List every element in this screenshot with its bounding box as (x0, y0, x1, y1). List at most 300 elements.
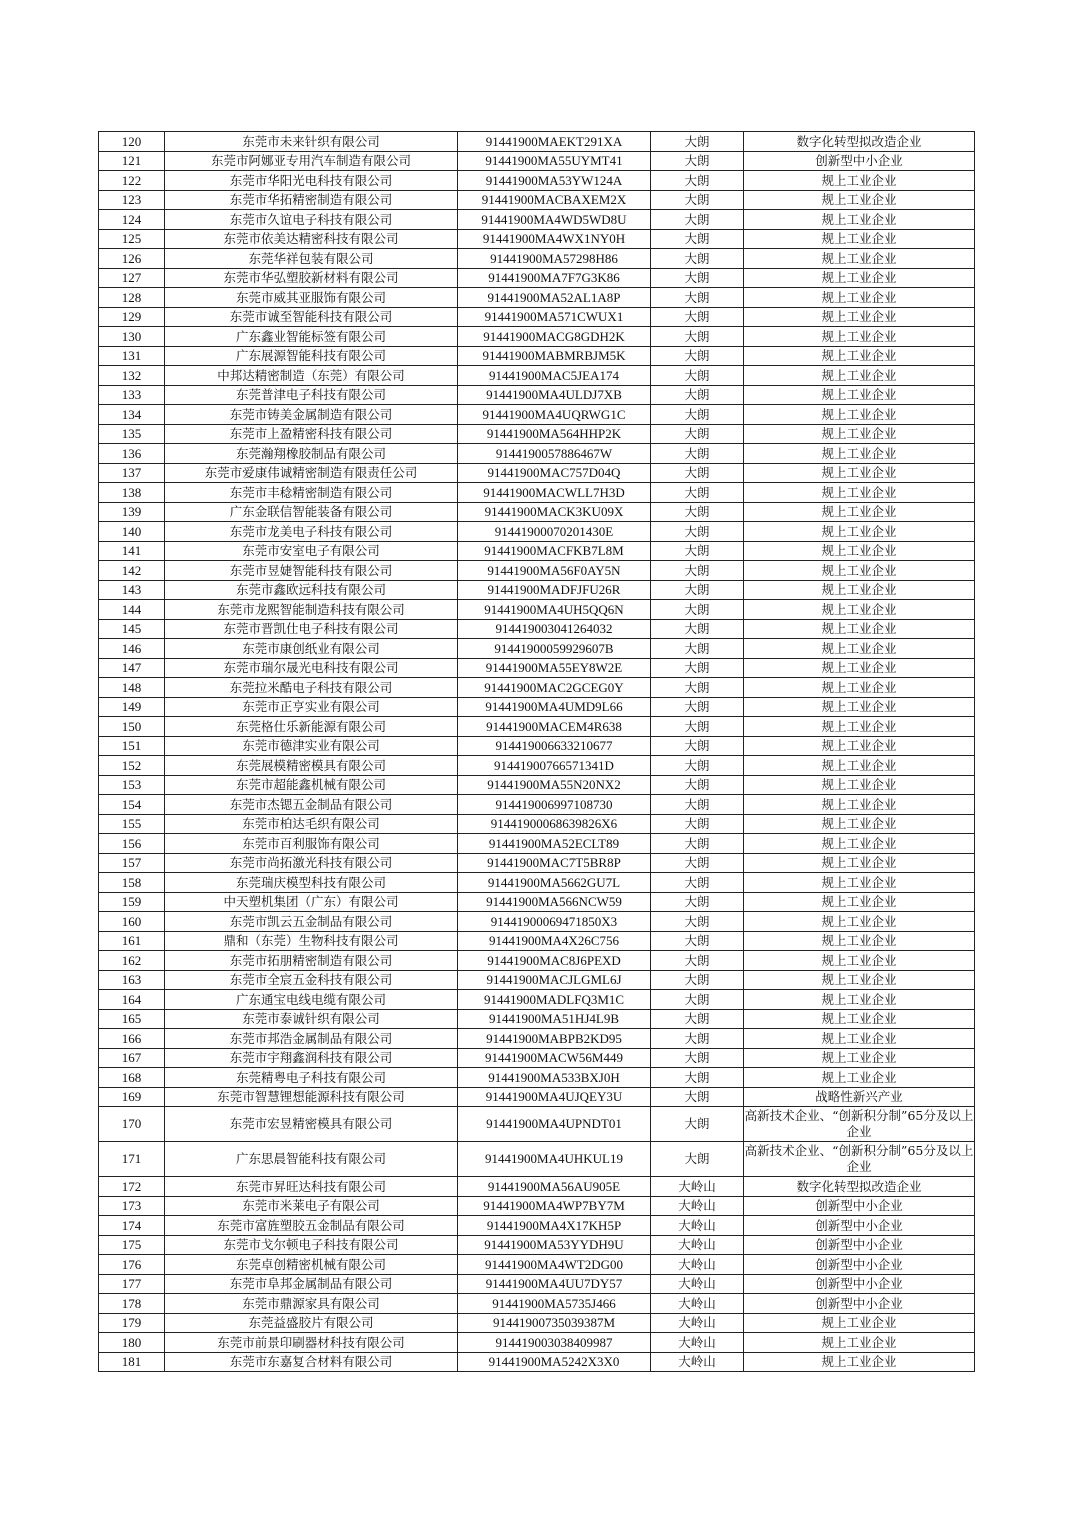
category-cell: 规上工业企业 (744, 834, 975, 854)
credit-code-cell: 91441900MA5735J466 (458, 1294, 651, 1314)
table-row (99, 639, 975, 659)
town-cell: 大朗 (651, 717, 744, 737)
category-cell: 规上工业企业 (744, 327, 975, 347)
category-cell: 规上工业企业 (744, 951, 975, 971)
credit-code-cell: 91441900MA57298H86 (458, 249, 651, 269)
company-name-cell: 东莞市华拓精密制造有限公司 (165, 190, 458, 210)
serial-number-cell: 158 (99, 873, 165, 893)
town-cell: 大朗 (651, 600, 744, 620)
credit-code-cell: 91441900MAC757D04Q (458, 463, 651, 483)
category-cell: 创新型中小企业 (744, 1235, 975, 1255)
town-cell: 大朗 (651, 268, 744, 288)
category-cell: 规上工业企业 (744, 210, 975, 230)
town-cell: 大朗 (651, 151, 744, 171)
category-cell: 规上工业企业 (744, 639, 975, 659)
table-row (99, 951, 975, 971)
table-row (99, 1294, 975, 1314)
serial-number-cell: 122 (99, 171, 165, 191)
credit-code-cell: 91441900MA5242X3X0 (458, 1352, 651, 1372)
town-cell: 大朗 (651, 210, 744, 230)
category-cell: 规上工业企业 (744, 600, 975, 620)
credit-code-cell: 914419003038409987 (458, 1333, 651, 1353)
category-cell: 规上工业企业 (744, 990, 975, 1010)
town-cell: 大岭山 (651, 1313, 744, 1333)
category-cell: 战略性新兴产业 (744, 1087, 975, 1107)
serial-number-cell: 130 (99, 327, 165, 347)
serial-number-cell: 175 (99, 1235, 165, 1255)
town-cell: 大朗 (651, 834, 744, 854)
table-row (99, 210, 975, 230)
table-row (99, 1009, 975, 1029)
town-cell: 大朗 (651, 307, 744, 327)
category-cell: 规上工业企业 (744, 190, 975, 210)
serial-number-cell: 174 (99, 1216, 165, 1236)
company-name-cell: 东莞市瑞尔晟光电科技有限公司 (165, 658, 458, 678)
credit-code-cell: 91441900MAEKT291XA (458, 132, 651, 152)
town-cell: 大朗 (651, 366, 744, 386)
company-name-cell: 东莞市阜邦金属制品有限公司 (165, 1274, 458, 1294)
town-cell: 大朗 (651, 873, 744, 893)
table-row (99, 912, 975, 932)
company-name-cell: 东莞市超能鑫机械有限公司 (165, 775, 458, 795)
company-name-cell: 东莞市百利服饰有限公司 (165, 834, 458, 854)
enterprise-table (98, 131, 975, 1372)
company-name-cell: 东莞市未来针织有限公司 (165, 132, 458, 152)
serial-number-cell: 140 (99, 522, 165, 542)
company-name-cell: 东莞市阿娜亚专用汽车制造有限公司 (165, 151, 458, 171)
credit-code-cell: 91441900MA52ECLT89 (458, 834, 651, 854)
town-cell: 大岭山 (651, 1177, 744, 1197)
town-cell: 大朗 (651, 814, 744, 834)
company-name-cell: 东莞市尚拓激光科技有限公司 (165, 853, 458, 873)
town-cell: 大朗 (651, 1142, 744, 1177)
company-name-cell: 东莞华祥包装有限公司 (165, 249, 458, 269)
credit-code-cell: 91441900MA55EY8W2E (458, 658, 651, 678)
table-row (99, 600, 975, 620)
credit-code-cell: 91441900MA4X26C756 (458, 931, 651, 951)
company-name-cell: 东莞市正亨实业有限公司 (165, 697, 458, 717)
credit-code-cell: 91441900070201430E (458, 522, 651, 542)
category-cell: 规上工业企业 (744, 405, 975, 425)
table-row (99, 970, 975, 990)
company-name-cell: 东莞精粤电子科技有限公司 (165, 1068, 458, 1088)
category-cell: 规上工业企业 (744, 346, 975, 366)
credit-code-cell: 91441900MA53YYDH9U (458, 1235, 651, 1255)
company-name-cell: 东莞市邦浩金属制品有限公司 (165, 1029, 458, 1049)
credit-code-cell: 91441900MA56F0AY5N (458, 561, 651, 581)
company-name-cell: 东莞市鼎源家具有限公司 (165, 1294, 458, 1314)
company-name-cell: 东莞卓创精密机械有限公司 (165, 1255, 458, 1275)
town-cell: 大岭山 (651, 1294, 744, 1314)
company-name-cell: 东莞市鑫欧远科技有限公司 (165, 580, 458, 600)
town-cell: 大朗 (651, 288, 744, 308)
credit-code-cell: 91441900MA53YW124A (458, 171, 651, 191)
table-row (99, 1048, 975, 1068)
town-cell: 大朗 (651, 483, 744, 503)
enterprise-table-body (99, 132, 975, 1372)
town-cell: 大朗 (651, 931, 744, 951)
company-name-cell: 东莞市久谊电子科技有限公司 (165, 210, 458, 230)
serial-number-cell: 178 (99, 1294, 165, 1314)
company-name-cell: 东莞市泰诚针织有限公司 (165, 1009, 458, 1029)
town-cell: 大朗 (651, 541, 744, 561)
company-name-cell: 东莞市拓朋精密制造有限公司 (165, 951, 458, 971)
serial-number-cell: 157 (99, 853, 165, 873)
credit-code-cell: 91441900MA52AL1A8P (458, 288, 651, 308)
category-cell: 规上工业企业 (744, 249, 975, 269)
credit-code-cell: 91441900MACEM4R638 (458, 717, 651, 737)
serial-number-cell: 170 (99, 1107, 165, 1142)
category-cell: 规上工业企业 (744, 268, 975, 288)
table-row (99, 834, 975, 854)
category-cell: 规上工业企业 (744, 814, 975, 834)
serial-number-cell: 137 (99, 463, 165, 483)
town-cell: 大朗 (651, 639, 744, 659)
serial-number-cell: 162 (99, 951, 165, 971)
serial-number-cell: 152 (99, 756, 165, 776)
company-name-cell: 中天塑机集团（广东）有限公司 (165, 892, 458, 912)
category-cell: 规上工业企业 (744, 736, 975, 756)
category-cell: 规上工业企业 (744, 1333, 975, 1353)
credit-code-cell: 91441900059929607B (458, 639, 651, 659)
table-row (99, 873, 975, 893)
table-row (99, 268, 975, 288)
company-name-cell: 东莞市凯云五金制品有限公司 (165, 912, 458, 932)
credit-code-cell: 91441900MAC7T5BR8P (458, 853, 651, 873)
serial-number-cell: 135 (99, 424, 165, 444)
category-cell: 规上工业企业 (744, 522, 975, 542)
category-cell: 规上工业企业 (744, 463, 975, 483)
company-name-cell: 东莞瑞庆模型科技有限公司 (165, 873, 458, 893)
credit-code-cell: 91441900MA51HJ4L9B (458, 1009, 651, 1029)
town-cell: 大朗 (651, 697, 744, 717)
town-cell: 大朗 (651, 424, 744, 444)
table-row (99, 1196, 975, 1216)
town-cell: 大朗 (651, 1029, 744, 1049)
serial-number-cell: 179 (99, 1313, 165, 1333)
serial-number-cell: 133 (99, 385, 165, 405)
serial-number-cell: 160 (99, 912, 165, 932)
table-row (99, 658, 975, 678)
category-cell: 规上工业企业 (744, 970, 975, 990)
town-cell: 大朗 (651, 1068, 744, 1088)
table-row (99, 1029, 975, 1049)
serial-number-cell: 166 (99, 1029, 165, 1049)
table-row (99, 483, 975, 503)
company-name-cell: 东莞市宇翔鑫润科技有限公司 (165, 1048, 458, 1068)
credit-code-cell: 91441900MA4UMD9L66 (458, 697, 651, 717)
serial-number-cell: 156 (99, 834, 165, 854)
credit-code-cell: 91441900MA4UJQEY3U (458, 1087, 651, 1107)
serial-number-cell: 136 (99, 444, 165, 464)
serial-number-cell: 121 (99, 151, 165, 171)
company-name-cell: 东莞市康创纸业有限公司 (165, 639, 458, 659)
serial-number-cell: 146 (99, 639, 165, 659)
company-name-cell: 东莞普津电子科技有限公司 (165, 385, 458, 405)
category-cell: 规上工业企业 (744, 912, 975, 932)
serial-number-cell: 177 (99, 1274, 165, 1294)
serial-number-cell: 123 (99, 190, 165, 210)
serial-number-cell: 169 (99, 1087, 165, 1107)
category-cell: 规上工业企业 (744, 717, 975, 737)
serial-number-cell: 153 (99, 775, 165, 795)
town-cell: 大朗 (651, 385, 744, 405)
table-row (99, 619, 975, 639)
table-row (99, 1177, 975, 1197)
table-row (99, 502, 975, 522)
town-cell: 大岭山 (651, 1255, 744, 1275)
credit-code-cell: 91441900735039387M (458, 1313, 651, 1333)
credit-code-cell: 91441900MACJLGML6J (458, 970, 651, 990)
table-row (99, 1333, 975, 1353)
table-row (99, 736, 975, 756)
serial-number-cell: 165 (99, 1009, 165, 1029)
table-row (99, 132, 975, 152)
credit-code-cell: 91441900766571341D (458, 756, 651, 776)
table-row (99, 756, 975, 776)
table-row (99, 307, 975, 327)
serial-number-cell: 168 (99, 1068, 165, 1088)
town-cell: 大朗 (651, 229, 744, 249)
credit-code-cell: 914419003041264032 (458, 619, 651, 639)
credit-code-cell: 91441900MA4WP7BY7M (458, 1196, 651, 1216)
serial-number-cell: 129 (99, 307, 165, 327)
table-row (99, 1352, 975, 1372)
company-name-cell: 东莞市德津实业有限公司 (165, 736, 458, 756)
table-row (99, 678, 975, 698)
company-name-cell: 东莞市晋凯仕电子科技有限公司 (165, 619, 458, 639)
category-cell: 规上工业企业 (744, 1029, 975, 1049)
table-row (99, 171, 975, 191)
company-name-cell: 东莞市依美达精密科技有限公司 (165, 229, 458, 249)
category-cell: 数字化转型拟改造企业 (744, 132, 975, 152)
town-cell: 大朗 (651, 171, 744, 191)
table-row (99, 931, 975, 951)
category-cell: 规上工业企业 (744, 853, 975, 873)
credit-code-cell: 91441900MA4UU7DY57 (458, 1274, 651, 1294)
company-name-cell: 东莞益盛胶片有限公司 (165, 1313, 458, 1333)
credit-code-cell: 91441900MA533BXJ0H (458, 1068, 651, 1088)
credit-code-cell: 91441900MA4X17KH5P (458, 1216, 651, 1236)
town-cell: 大朗 (651, 1048, 744, 1068)
town-cell: 大朗 (651, 658, 744, 678)
town-cell: 大岭山 (651, 1333, 744, 1353)
credit-code-cell: 91441900MA55UYMT41 (458, 151, 651, 171)
serial-number-cell: 144 (99, 600, 165, 620)
company-name-cell: 广东金联信智能装备有限公司 (165, 502, 458, 522)
company-name-cell: 东莞市丰稔精密制造有限公司 (165, 483, 458, 503)
company-name-cell: 东莞市铸美金属制造有限公司 (165, 405, 458, 425)
company-name-cell: 东莞市爱康伟诚精密制造有限责任公司 (165, 463, 458, 483)
company-name-cell: 东莞市柏达毛织有限公司 (165, 814, 458, 834)
credit-code-cell: 91441900MA564HHP2K (458, 424, 651, 444)
category-cell: 规上工业企业 (744, 502, 975, 522)
category-cell: 创新型中小企业 (744, 1216, 975, 1236)
table-row (99, 892, 975, 912)
category-cell: 规上工业企业 (744, 795, 975, 815)
company-name-cell: 东莞市杰锶五金制品有限公司 (165, 795, 458, 815)
serial-number-cell: 142 (99, 561, 165, 581)
town-cell: 大朗 (651, 892, 744, 912)
town-cell: 大朗 (651, 522, 744, 542)
table-row (99, 1255, 975, 1275)
credit-code-cell: 91441900MA4UH5QQ6N (458, 600, 651, 620)
company-name-cell: 东莞市华阳光电科技有限公司 (165, 171, 458, 191)
table-row (99, 346, 975, 366)
serial-number-cell: 161 (99, 931, 165, 951)
credit-code-cell: 91441900MACK3KU09X (458, 502, 651, 522)
category-cell: 数字化转型拟改造企业 (744, 1177, 975, 1197)
credit-code-cell: 91441900MACWLL7H3D (458, 483, 651, 503)
company-name-cell: 东莞市上盈精密科技有限公司 (165, 424, 458, 444)
company-name-cell: 东莞市智慧锂想能源科技有限公司 (165, 1087, 458, 1107)
category-cell: 规上工业企业 (744, 541, 975, 561)
table-row (99, 424, 975, 444)
credit-code-cell: 9144190057886467W (458, 444, 651, 464)
town-cell: 大朗 (651, 736, 744, 756)
company-name-cell: 东莞拉米酷电子科技有限公司 (165, 678, 458, 698)
town-cell: 大朗 (651, 1107, 744, 1142)
serial-number-cell: 149 (99, 697, 165, 717)
town-cell: 大岭山 (651, 1274, 744, 1294)
credit-code-cell: 91441900MA4WX1NY0H (458, 229, 651, 249)
table-row (99, 288, 975, 308)
serial-number-cell: 163 (99, 970, 165, 990)
category-cell: 规上工业企业 (744, 756, 975, 776)
table-row (99, 1107, 975, 1142)
credit-code-cell: 91441900MABMRBJM5K (458, 346, 651, 366)
table-row (99, 522, 975, 542)
credit-code-cell: 91441900MABPB2KD95 (458, 1029, 651, 1049)
serial-number-cell: 173 (99, 1196, 165, 1216)
credit-code-cell: 91441900MADFJFU26R (458, 580, 651, 600)
category-cell: 创新型中小企业 (744, 1274, 975, 1294)
category-cell: 规上工业企业 (744, 1068, 975, 1088)
serial-number-cell: 151 (99, 736, 165, 756)
table-row (99, 385, 975, 405)
category-cell: 规上工业企业 (744, 561, 975, 581)
credit-code-cell: 91441900MACBAXEM2X (458, 190, 651, 210)
table-row (99, 541, 975, 561)
town-cell: 大朗 (651, 853, 744, 873)
company-name-cell: 东莞市宏昱精密模具有限公司 (165, 1107, 458, 1142)
town-cell: 大岭山 (651, 1352, 744, 1372)
category-cell: 规上工业企业 (744, 697, 975, 717)
company-name-cell: 东莞市昱婕智能科技有限公司 (165, 561, 458, 581)
company-name-cell: 广东通宝电线电缆有限公司 (165, 990, 458, 1010)
category-cell: 规上工业企业 (744, 385, 975, 405)
table-row (99, 561, 975, 581)
town-cell: 大朗 (651, 249, 744, 269)
town-cell: 大朗 (651, 990, 744, 1010)
table-row (99, 1068, 975, 1088)
serial-number-cell: 143 (99, 580, 165, 600)
town-cell: 大朗 (651, 444, 744, 464)
table-row (99, 853, 975, 873)
table-row (99, 775, 975, 795)
table-row (99, 580, 975, 600)
credit-code-cell: 91441900MA56AU905E (458, 1177, 651, 1197)
category-cell: 规上工业企业 (744, 892, 975, 912)
serial-number-cell: 138 (99, 483, 165, 503)
company-name-cell: 东莞市富旌塑胶五金制品有限公司 (165, 1216, 458, 1236)
credit-code-cell: 91441900MA4ULDJ7XB (458, 385, 651, 405)
table-row (99, 1313, 975, 1333)
company-name-cell: 东莞市龙熙智能制造科技有限公司 (165, 600, 458, 620)
table-row (99, 327, 975, 347)
town-cell: 大朗 (651, 756, 744, 776)
serial-number-cell: 126 (99, 249, 165, 269)
category-cell: 规上工业企业 (744, 424, 975, 444)
town-cell: 大朗 (651, 327, 744, 347)
town-cell: 大朗 (651, 502, 744, 522)
table-row (99, 1142, 975, 1177)
category-cell: 规上工业企业 (744, 444, 975, 464)
table-row (99, 405, 975, 425)
credit-code-cell: 91441900MAC2GCEG0Y (458, 678, 651, 698)
town-cell: 大朗 (651, 970, 744, 990)
table-row (99, 229, 975, 249)
town-cell: 大岭山 (651, 1216, 744, 1236)
company-name-cell: 东莞市全宸五金科技有限公司 (165, 970, 458, 990)
credit-code-cell: 91441900MA4UPNDT01 (458, 1107, 651, 1142)
credit-code-cell: 91441900MA7F7G3K86 (458, 268, 651, 288)
table-row (99, 1216, 975, 1236)
category-cell: 规上工业企业 (744, 678, 975, 698)
table-row (99, 1235, 975, 1255)
category-cell: 规上工业企业 (744, 873, 975, 893)
credit-code-cell: 91441900MACW56M449 (458, 1048, 651, 1068)
category-cell: 规上工业企业 (744, 288, 975, 308)
credit-code-cell: 914419006997108730 (458, 795, 651, 815)
credit-code-cell: 91441900MA566NCW59 (458, 892, 651, 912)
credit-code-cell: 91441900MA4WT2DG00 (458, 1255, 651, 1275)
serial-number-cell: 164 (99, 990, 165, 1010)
serial-number-cell: 159 (99, 892, 165, 912)
table-row (99, 697, 975, 717)
serial-number-cell: 147 (99, 658, 165, 678)
credit-code-cell: 91441900MACFKB7L8M (458, 541, 651, 561)
table-row (99, 990, 975, 1010)
table-row (99, 795, 975, 815)
credit-code-cell: 91441900MAC5JEA174 (458, 366, 651, 386)
credit-code-cell: 91441900MACG8GDH2K (458, 327, 651, 347)
credit-code-cell: 914419006633210677 (458, 736, 651, 756)
table-row (99, 151, 975, 171)
credit-code-cell: 91441900MAC8J6PEXD (458, 951, 651, 971)
category-cell: 规上工业企业 (744, 171, 975, 191)
category-cell: 规上工业企业 (744, 658, 975, 678)
town-cell: 大朗 (651, 678, 744, 698)
enterprise-list-sheet (98, 131, 974, 1372)
town-cell: 大朗 (651, 346, 744, 366)
category-cell: 规上工业企业 (744, 229, 975, 249)
company-name-cell: 东莞格仕乐新能源有限公司 (165, 717, 458, 737)
serial-number-cell: 167 (99, 1048, 165, 1068)
town-cell: 大朗 (651, 795, 744, 815)
town-cell: 大岭山 (651, 1196, 744, 1216)
credit-code-cell: 91441900MA4WD5WD8U (458, 210, 651, 230)
serial-number-cell: 172 (99, 1177, 165, 1197)
table-row (99, 814, 975, 834)
credit-code-cell: 91441900068639826X6 (458, 814, 651, 834)
category-cell: 规上工业企业 (744, 483, 975, 503)
company-name-cell: 广东思晨智能科技有限公司 (165, 1142, 458, 1177)
category-cell: 高新技术企业、“创新积分制”65分及以上企业 (744, 1107, 975, 1142)
company-name-cell: 东莞市华弘塑胶新材料有限公司 (165, 268, 458, 288)
category-cell: 规上工业企业 (744, 1048, 975, 1068)
serial-number-cell: 128 (99, 288, 165, 308)
